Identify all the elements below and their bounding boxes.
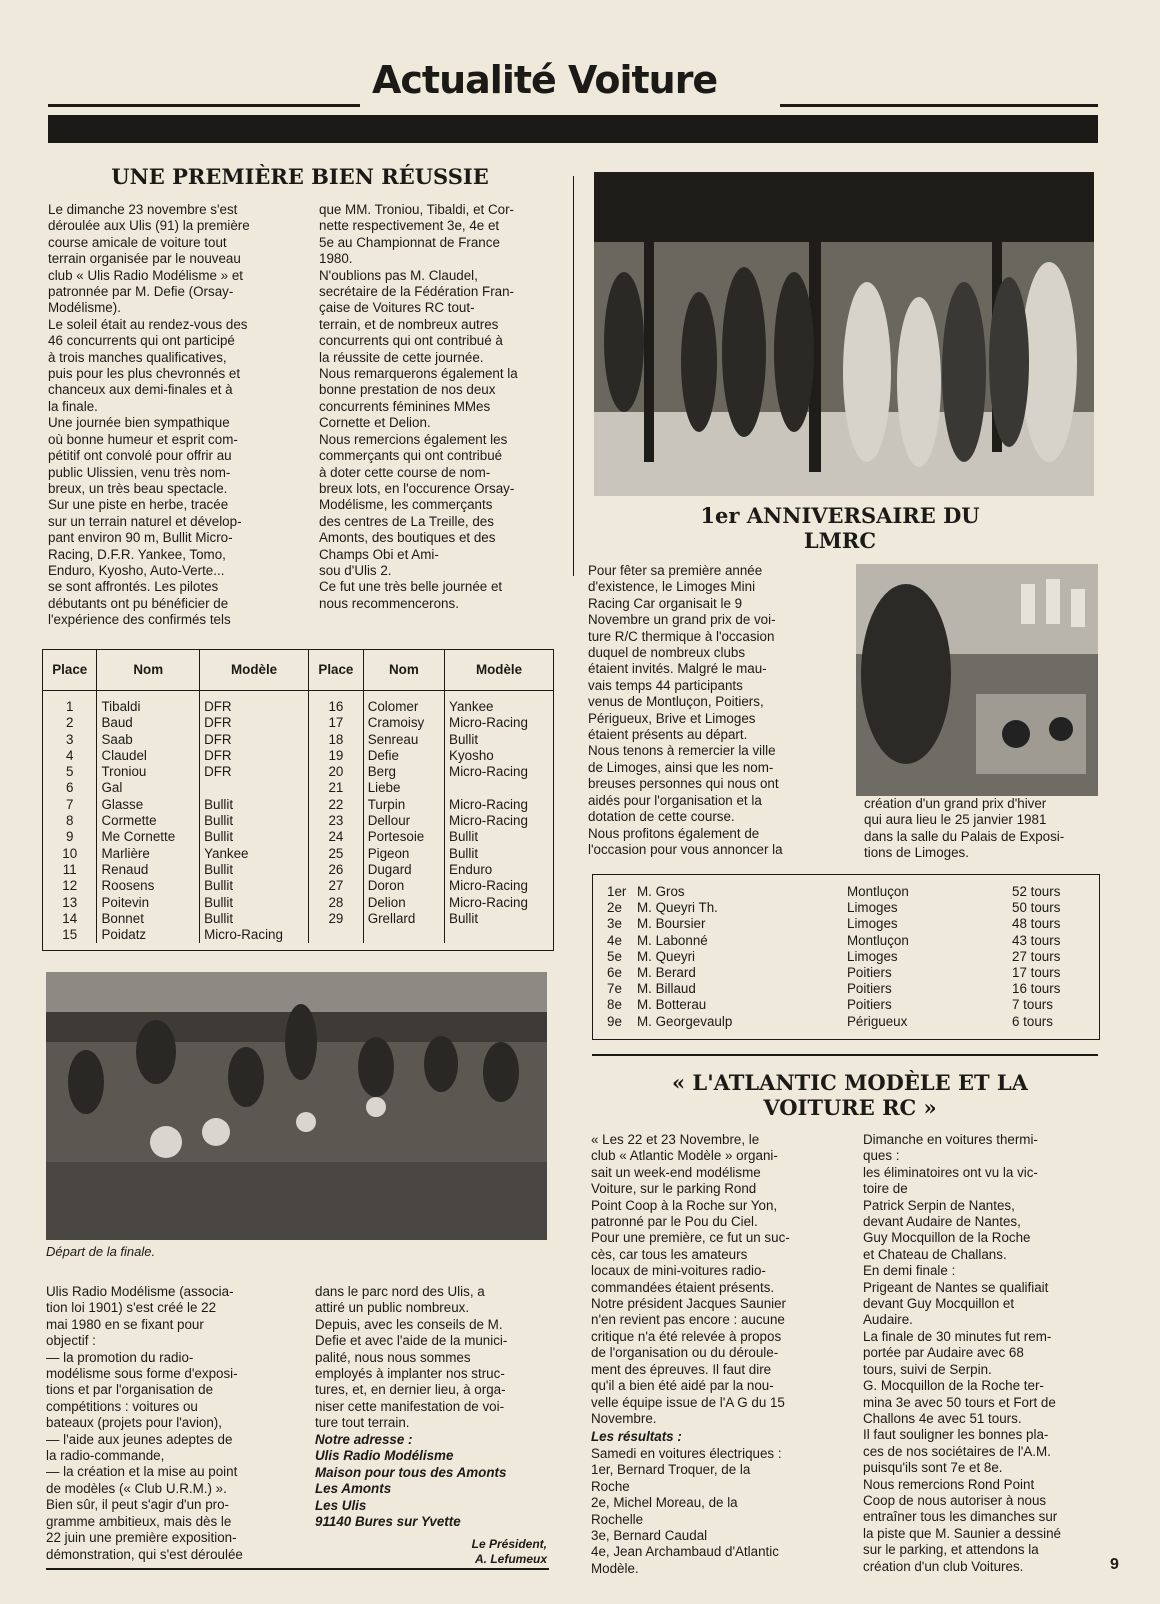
- article2-title: 1er ANNIVERSAIRE DU LMRC: [700, 503, 980, 553]
- standings-cell: Micro-Racing: [445, 715, 553, 731]
- result-row: [607, 981, 1087, 997]
- standings-row: [43, 862, 553, 878]
- standings-cell: 6: [66, 780, 74, 796]
- standings-cell: 9: [66, 829, 74, 845]
- result-cell: 27 tours: [1012, 948, 1061, 964]
- standings-cell: Micro-Racing: [445, 797, 553, 813]
- article3-col2: Dimanche en voitures thermi- ques : les éliminatoires ont vu la vic- toire de Patrick Serpin de Nantes, devant Audaire de Nantes, Guy Mocquillon de la Roche et Chateau de Challans. En demi finale : Prigeant de Nantes se qualifiait devant Guy Mocquillon et Audaire. La finale de 30 minutes fut rem- portée par Audaire avec 68 tours, suivi de Serpin. G. Mocquillon de la Roche ter- mina 3e avec 50 tours et Fort de Challons 4e avec 51 tours. Il faut souligner les bonnes pla- ces de nos sociétaires de l'A.M. puisqu'ils sont 7e et 8e. Nous remercions Rond Point Coop de nous autoriser à nous entraîner tous les dimanches sur la piste que M. Saunier a dessiné sur le parking, et attendons la création d'un club Voitures.: [863, 1132, 1062, 1574]
- result-row: [607, 933, 1087, 949]
- standings-cell: Bullit: [200, 911, 309, 927]
- standings-cell: Bullit: [200, 862, 309, 878]
- standings-row: [43, 878, 553, 894]
- standings-row: [43, 715, 553, 731]
- result-cell: Périgueux: [847, 1013, 908, 1029]
- standings-cell: DFR: [200, 732, 309, 748]
- result-cell: Limoges: [847, 900, 898, 916]
- photo-workbench: [856, 564, 1098, 796]
- standings-row: [43, 895, 553, 911]
- result-row: [607, 884, 1087, 900]
- article2-body: Pour fêter sa première année d'existence, le Limoges Mini Racing Car organisait le 9 Novembre un grand prix de voi- ture R/C thermique à l'occasion duquel de nombreux clubs étaient invités. Malgré le mau- vais temps 44 participants venus de Montluçon, Poitiers, Périgueux, Brive et Limoges étaient présents au départ. Nous tenons à remercier la ville de Limoges, ainsi que les nom- breuses personnes qui nous ont aidés pour l'organisation et la dotation de cette course. Nous profitons également de l'occasion pour vous annoncer la: [588, 563, 783, 857]
- standings-row: [43, 813, 553, 829]
- result-cell: Limoges: [847, 948, 898, 964]
- standings-cell: Bullit: [200, 829, 309, 845]
- standings-row: [43, 927, 553, 943]
- standings-cell: Poitevin: [97, 895, 200, 911]
- standings-cell: Dugard: [363, 862, 444, 878]
- article3-col1: « Les 22 et 23 Novembre, le club « Atlantic Modèle » organi- sait un week-end modélisme Voiture, sur le parking Rond Point Coop à la Roche sur Yon, patronné par le Pou du Ciel. Pour une première, ce fut un suc- cès, car tous les amateurs locaux de mini-voitures radio- commandées étaient présents. Notre président Jacques Saunier n'en revient pas encore : aucune critique n'a été relevée à propos de l'organisation ou du déroule- ment des épreuves. Il faut dire qu'il a bien été aidé par la nou- velle équipe issue de l'A G du 15 Novembre.: [591, 1132, 790, 1426]
- result-cell: 6 tours: [1012, 1013, 1053, 1029]
- standings-cell: Kyosho: [445, 748, 553, 764]
- standings-cell: 26: [309, 862, 364, 878]
- standings-cell: Bonnet: [97, 911, 200, 927]
- standings-cell: Bullit: [445, 911, 553, 927]
- result-cell: Poitiers: [847, 965, 892, 981]
- standings-cell: Tibaldi: [97, 691, 200, 716]
- photo-race-start-caption: Départ de la finale.: [46, 1244, 156, 1259]
- club-address: Notre adresse : Ulis Radio Modélisme Maison pour tous des Amonts Les Amonts Les Ulis 91140 Bures sur Yvette: [315, 1432, 507, 1530]
- standings-cell: Roosens: [97, 878, 200, 894]
- result-cell: 8e: [607, 997, 622, 1013]
- standings-cell: Doron: [363, 878, 444, 894]
- club-signature: Le Président, A. Lefumeux: [471, 1537, 547, 1566]
- standings-cell: 20: [309, 764, 364, 780]
- result-cell: 50 tours: [1012, 900, 1061, 916]
- result-cell: Montluçon: [847, 884, 909, 899]
- standings-row: [43, 797, 553, 813]
- standings-cell: Delion: [363, 895, 444, 911]
- result-cell: Poitiers: [847, 981, 892, 997]
- standings-cell: Me Cornette: [97, 829, 200, 845]
- photo-workbench-caption: création d'un grand prix d'hiver qui aura lieu le 25 janvier 1981 dans la salle du Palais de Exposi- tions de Limoges.: [864, 796, 1065, 861]
- result-row: [607, 997, 1087, 1013]
- result-cell: 48 tours: [1012, 916, 1061, 932]
- result-cell: Poitiers: [847, 997, 892, 1013]
- standings-cell: DFR: [200, 748, 309, 764]
- standings-cell: Saab: [97, 732, 200, 748]
- result-cell: 4e: [607, 932, 622, 948]
- club-col1: Ulis Radio Modélisme (associa- tion loi 1901) s'est créé le 22 mai 1980 en se fixant pour objectif : — la promotion du radio- modélisme sous forme d'exposi- tions et par l'organisation de compétitions : voitures ou bateaux (projets pour l'avion), — l'aide aux jeunes adeptes de la radio-commande, — la création et la mise au point de modèles (« Club U.R.M.) ». Bien sûr, il peut s'agir d'un pro- gramme ambitieux, mais dès le 22 juin une première exposition- démonstration, qui s'est déroulée: [46, 1284, 243, 1562]
- standings-cell: DFR: [200, 715, 309, 731]
- standings-cell: Liebe: [363, 780, 444, 796]
- result-row: [607, 916, 1087, 932]
- standings-cell: Portesoie: [363, 829, 444, 845]
- result-cell: 2e: [607, 900, 622, 916]
- standings-cell: Senreau: [363, 732, 444, 748]
- standings-cell: Micro-Racing: [445, 895, 553, 911]
- standings-cell: Berg: [363, 764, 444, 780]
- standings-cell: 5: [66, 764, 74, 780]
- page-number: 9: [1110, 1556, 1119, 1573]
- standings-cell: 19: [309, 748, 364, 764]
- standings-header-cell: Nom: [97, 650, 200, 691]
- result-cell: 17 tours: [1012, 965, 1061, 981]
- standings-cell: Colomer: [363, 691, 444, 716]
- standings-cell: Dellour: [363, 813, 444, 829]
- standings-cell: 2: [66, 715, 74, 731]
- standings-cell: [363, 927, 444, 943]
- standings-cell: 15: [62, 927, 78, 943]
- result-cell: 1er: [607, 884, 627, 899]
- standings-table: [42, 649, 554, 951]
- standings-cell: 16: [309, 691, 364, 716]
- standings-cell: 23: [309, 813, 364, 829]
- result-cell: 5e: [607, 948, 622, 964]
- standings-cell: Baud: [97, 715, 200, 731]
- standings-cell: Pigeon: [363, 846, 444, 862]
- standings-cell: Micro-Racing: [445, 764, 553, 780]
- standings-row: [43, 846, 553, 862]
- standings-cell: 12: [62, 878, 78, 894]
- standings-cell: Bullit: [445, 846, 553, 862]
- standings-cell: 22: [309, 797, 364, 813]
- standings-cell: Marlière: [97, 846, 200, 862]
- standings-row: [43, 732, 553, 748]
- standings-cell: Bullit: [445, 732, 553, 748]
- standings-cell: 29: [309, 911, 364, 927]
- standings-cell: [309, 927, 364, 943]
- result-cell: 7e: [607, 981, 622, 997]
- standings-header-cell: Place: [309, 650, 364, 691]
- standings-cell: Cormette: [97, 813, 200, 829]
- result-cell: 52 tours: [1012, 884, 1061, 899]
- result-cell: 6e: [607, 965, 622, 981]
- standings-cell: Yankee: [445, 691, 553, 716]
- result-cell: Limoges: [847, 916, 898, 932]
- standings-cell: Bullit: [200, 813, 309, 829]
- standings-cell: [445, 927, 553, 943]
- standings-cell: Troniou: [97, 764, 200, 780]
- result-cell: M. Botterau: [637, 997, 707, 1013]
- standings-cell: Enduro: [445, 862, 553, 878]
- standings-cell: Defie: [363, 748, 444, 764]
- standings-cell: 4: [66, 747, 74, 763]
- standings-cell: Cramoisy: [363, 715, 444, 731]
- standings-row: [43, 748, 553, 764]
- standings-cell: Bullit: [200, 895, 309, 911]
- result-cell: Montluçon: [847, 932, 909, 948]
- standings-cell: Gal: [97, 780, 200, 796]
- result-cell: 16 tours: [1012, 981, 1061, 997]
- result-cell: M. Boursier: [637, 916, 706, 932]
- article1-col2: que MM. Troniou, Tibaldi, et Cor- nette respectivement 3e, 4e et 5e au Championnat de France 1980. N'oublions pas M. Claudel, secrétaire de la Fédération Fran- çaise de Voitures RC tout- terrain, et de nombreux autres concurrents qui ont contribué à la réussite de cette journée. Nous remarquerons également la bonne prestation de nos deux concurrents féminines MMes Cornette et Delion. Nous remercions également les commerçants qui ont contribué à doter cette course de nom- breux lots, en l'occurence Orsay- Modélisme, les commerçants des centres de La Treille, des Amonts, des boutiques et des Champs Obi et Ami- sou d'Ulis 2. Ce fut une très belle journée et nous recommencerons.: [319, 202, 518, 611]
- standings-cell: Grellard: [363, 911, 444, 927]
- result-cell: M. Labonné: [637, 932, 708, 948]
- standings-cell: Renaud: [97, 862, 200, 878]
- standings-cell: [200, 780, 309, 796]
- standings-cell: Poidatz: [97, 927, 200, 943]
- club-bottom-rule: [46, 1568, 549, 1570]
- standings-header-cell: Nom: [363, 650, 444, 691]
- standings-cell: 1: [66, 699, 74, 714]
- article1-title: UNE PREMIÈRE BIEN RÉUSSIE: [111, 164, 489, 189]
- article3-title: « L'ATLANTIC MODÈLE ET LA VOITURE RC »: [672, 1070, 1028, 1120]
- result-row: [607, 1014, 1087, 1030]
- standings-cell: 18: [309, 732, 364, 748]
- result-cell: 9e: [607, 1013, 622, 1029]
- standings-cell: 13: [62, 894, 78, 910]
- standings-row: [43, 911, 553, 927]
- standings-cell: 17: [309, 715, 364, 731]
- standings-cell: 24: [309, 829, 364, 845]
- standings-cell: 28: [309, 895, 364, 911]
- standings-cell: Bullit: [200, 878, 309, 894]
- result-row: [607, 965, 1087, 981]
- standings-cell: 25: [309, 846, 364, 862]
- result-cell: M. Gros: [637, 884, 685, 899]
- standings-cell: Micro-Racing: [445, 813, 553, 829]
- standings-cell: Bullit: [200, 797, 309, 813]
- standings-header-cell: Place: [43, 650, 97, 691]
- standings-row: [43, 829, 553, 845]
- standings-cell: Yankee: [200, 846, 309, 862]
- standings-cell: 11: [62, 861, 77, 877]
- standings-cell: Micro-Racing: [200, 927, 309, 943]
- article1-col1: Le dimanche 23 novembre s'est déroulée aux Ulis (91) la première course amicale de voiture tout terrain organisée par le nouveau club « Ulis Radio Modélisme » et patronnée par M. Defie (Orsay- Modélisme). Le soleil était au rendez-vous des 46 concurrents qui ont participé à trois manches qualificatives, puis pour les plus chevronnés et chanceux aux demi-finales et à la finale. Une journée bien sympathique où bonne humeur et esprit com- pétitif ont convolé pour offrir au public Ulissien, venu très nom- breux, un très beau spectacle. Sur une piste en herbe, tracée sur un terrain naturel et dévelop- pant environ 90 m, Bullit Micro- Racing, D.F.R. Yankee, Tomo, Enduro, Kyosho, Auto-Verte... se sont affrontés. Les pilotes débutants ont pu bénéficier de l'expérience des confirmés tels: [48, 202, 250, 628]
- result-cell: M. Queyri: [637, 948, 696, 964]
- standings-cell: DFR: [200, 764, 309, 780]
- article2-bottom-rule: [592, 1054, 1098, 1056]
- column-divider: [573, 176, 574, 576]
- standings-row: [43, 764, 553, 780]
- result-cell: M. Georgevaulp: [637, 1013, 733, 1029]
- standings-cell: Glasse: [97, 797, 200, 813]
- result-row: [607, 900, 1087, 916]
- standings-row: [43, 691, 553, 716]
- standings-row: [43, 780, 553, 796]
- result-cell: M. Queyri Th.: [637, 900, 718, 916]
- standings-header-cell: Modèle: [200, 650, 309, 691]
- result-cell: 7 tours: [1012, 997, 1053, 1013]
- standings-cell: Bullit: [445, 829, 553, 845]
- article3-col1b: Samedi en voitures électriques : 1er, Bernard Troquer, de la Roche 2e, Michel Moreau, de la Rochelle 3e, Bernard Caudal 4e, Jean Archambaud d'Atlantic Modèle.: [591, 1446, 782, 1576]
- standings-cell: 10: [62, 845, 78, 861]
- standings-cell: 8: [66, 813, 74, 829]
- page-section-title: Actualité Voiture: [372, 58, 718, 102]
- standings-cell: [445, 780, 553, 796]
- photo-drivers-platform: [594, 172, 1094, 496]
- header-black-band: [48, 115, 1098, 143]
- article3-results-label: Les résultats :: [591, 1429, 682, 1444]
- standings-header-cell: Modèle: [445, 650, 553, 691]
- standings-cell: 3: [66, 731, 74, 747]
- result-cell: 3e: [607, 916, 622, 932]
- standings-cell: 21: [309, 780, 364, 796]
- club-col2: dans le parc nord des Ulis, a attiré un public nombreux. Depuis, avec les conseils de M. Defie et avec l'aide de la munici- palité, nous nous sommes employés à implanter nos struc- tures, et, en dernier lieu, à orga- niser cette manifestation de voi- ture tout terrain.: [315, 1284, 508, 1431]
- standings-cell: DFR: [200, 691, 309, 716]
- result-cell: 43 tours: [1012, 932, 1061, 948]
- lmrc-results-box: [592, 874, 1100, 1040]
- photo-race-start: [46, 972, 547, 1240]
- result-row: [607, 949, 1087, 965]
- standings-cell: Micro-Racing: [445, 878, 553, 894]
- result-cell: M. Berard: [637, 965, 696, 981]
- standings-cell: 7: [66, 796, 74, 812]
- standings-cell: Claudel: [97, 748, 200, 764]
- standings-cell: Turpin: [363, 797, 444, 813]
- standings-cell: 14: [62, 910, 78, 926]
- result-cell: M. Billaud: [637, 981, 696, 997]
- standings-cell: 27: [309, 878, 364, 894]
